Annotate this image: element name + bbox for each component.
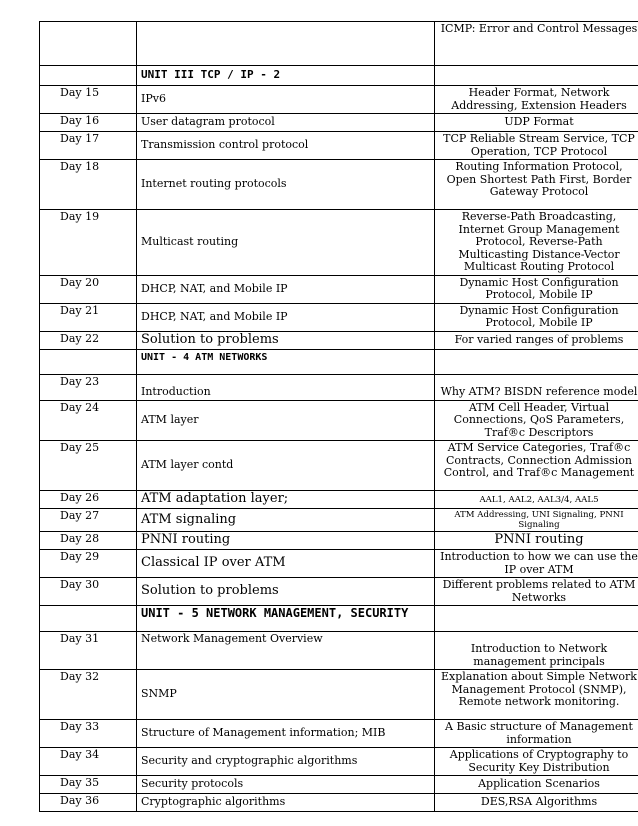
topic-cell: Security protocols (137, 776, 435, 794)
lecture-schedule-table (39, 21, 638, 812)
unit-title (137, 606, 435, 632)
day-cell: Day 20 (40, 275, 137, 303)
detail-cell (435, 606, 638, 632)
topic-cell: Introduction (137, 374, 435, 400)
day-cell: Day 19 (40, 210, 137, 276)
detail-cell: ATM Addressing, UNI Signaling, PNNI Signaling (435, 509, 638, 532)
table-row (40, 210, 638, 276)
table-row (40, 114, 638, 132)
detail-cell: For varied ranges of problems (435, 331, 638, 349)
table-row (40, 491, 638, 509)
topic-cell: Network Management Overview (137, 632, 435, 670)
schedule-page (39, 21, 638, 812)
detail-cell: A Basic structure of Management information (435, 720, 638, 748)
table-row (40, 509, 638, 532)
detail-cell: DES,RSA Algorithms (435, 794, 638, 812)
day-cell: Day 34 (40, 748, 137, 776)
day-cell: Day 15 (40, 86, 137, 114)
table-row (40, 748, 638, 776)
table-row (40, 578, 638, 606)
day-cell (40, 66, 137, 86)
topic-cell: Multicast routing (137, 210, 435, 276)
detail-cell: Introduction to how we can use the IP over ATM (435, 550, 638, 578)
detail-cell: ICMP: Error and Control Messages (435, 22, 638, 66)
unit-header-row (40, 66, 638, 86)
topic-cell: Transmission control protocol (137, 132, 435, 160)
topic-cell (137, 22, 435, 66)
table-row (40, 794, 638, 812)
day-cell: Day 23 (40, 374, 137, 400)
table-row (40, 670, 638, 720)
detail-cell: AAL1, AAL2, AAL3/4, AAL5 (435, 491, 638, 509)
day-cell: Day 28 (40, 532, 137, 550)
table-row (40, 441, 638, 491)
day-cell: Day 33 (40, 720, 137, 748)
detail-cell: Header Format, Network Addressing, Extension Headers (435, 86, 638, 114)
topic-cell: Internet routing protocols (137, 160, 435, 210)
detail-cell: Different problems related to ATM Networks (435, 578, 638, 606)
detail-cell: ATM Service Categories, Traf®c Contracts, Connection Admission Control, and Traf®c Management (435, 441, 638, 491)
detail-cell: Explanation about Simple Network Management Protocol (SNMP), Remote network monitoring. (435, 670, 638, 720)
topic-cell: ATM signaling (137, 509, 435, 532)
table-row (40, 132, 638, 160)
unit-title (137, 66, 435, 86)
detail-cell: Routing Information Protocol, Open Shortest Path First, Border Gateway Protocol (435, 160, 638, 210)
table-row (40, 632, 638, 670)
topic-cell: ATM layer contd (137, 441, 435, 491)
day-cell: Day 17 (40, 132, 137, 160)
day-cell: Day 32 (40, 670, 137, 720)
table-row (40, 160, 638, 210)
topic-cell: Solution to problems (137, 331, 435, 349)
detail-cell: Introduction to Network management principals (435, 632, 638, 670)
day-cell: Day 31 (40, 632, 137, 670)
unit-title (137, 349, 435, 374)
topic-cell: IPv6 (137, 86, 435, 114)
day-cell: Day 18 (40, 160, 137, 210)
topic-cell: PNNI routing (137, 532, 435, 550)
topic-cell: Classical IP over ATM (137, 550, 435, 578)
day-cell (40, 22, 137, 66)
day-cell: Day 36 (40, 794, 137, 812)
day-cell: Day 29 (40, 550, 137, 578)
table-row (40, 776, 638, 794)
topic-cell: Solution to problems (137, 578, 435, 606)
topic-cell: ATM adaptation layer; (137, 491, 435, 509)
table-row (40, 303, 638, 331)
day-cell: Day 25 (40, 441, 137, 491)
table-row (40, 550, 638, 578)
day-cell: Day 26 (40, 491, 137, 509)
unit-header-row (40, 606, 638, 632)
table-row (40, 720, 638, 748)
day-cell: Day 16 (40, 114, 137, 132)
unit-title-text: UNIT - 4 ATM NETWORKS (141, 351, 268, 363)
detail-cell: Why ATM? BISDN reference model (435, 374, 638, 400)
topic-cell: User datagram protocol (137, 114, 435, 132)
table-row (40, 400, 638, 441)
detail-cell: UDP Format (435, 114, 638, 132)
detail-cell: TCP Reliable Stream Service, TCP Operation, TCP Protocol (435, 132, 638, 160)
table-row (40, 86, 638, 114)
unit-title-text: UNIT - 5 NETWORK MANAGEMENT, SECURITY (141, 606, 409, 620)
day-cell: Day 24 (40, 400, 137, 441)
day-cell (40, 349, 137, 374)
table-row (40, 275, 638, 303)
topic-cell: Security and cryptographic algorithms (137, 748, 435, 776)
table-row (40, 22, 638, 66)
topic-cell: DHCP, NAT, and Mobile IP (137, 303, 435, 331)
detail-cell: Dynamic Host Configuration Protocol, Mobile IP (435, 303, 638, 331)
detail-cell: PNNI routing (435, 532, 638, 550)
detail-cell (435, 349, 638, 374)
topic-cell: Cryptographic algorithms (137, 794, 435, 812)
topic-cell: SNMP (137, 670, 435, 720)
detail-cell: Dynamic Host Configuration Protocol, Mobile IP (435, 275, 638, 303)
day-cell: Day 35 (40, 776, 137, 794)
day-cell (40, 606, 137, 632)
table-row (40, 331, 638, 349)
day-cell: Day 30 (40, 578, 137, 606)
unit-title-text: UNIT III TCP / IP - 2 (141, 68, 281, 82)
day-cell: Day 22 (40, 331, 137, 349)
topic-cell: DHCP, NAT, and Mobile IP (137, 275, 435, 303)
table-row (40, 532, 638, 550)
detail-cell (435, 66, 638, 86)
unit-header-row (40, 349, 638, 374)
detail-cell: Reverse-Path Broadcasting, Internet Group Management Protocol, Reverse-Path Multicasting Distance-Vector Multicast Routing Protocol (435, 210, 638, 276)
detail-cell: ATM Cell Header, Virtual Connections, QoS Parameters, Traf®c Descriptors (435, 400, 638, 441)
topic-cell: Structure of Management information; MIB (137, 720, 435, 748)
topic-cell: ATM layer (137, 400, 435, 441)
table-row (40, 374, 638, 400)
detail-cell: Application Scenarios (435, 776, 638, 794)
day-cell: Day 21 (40, 303, 137, 331)
day-cell: Day 27 (40, 509, 137, 532)
detail-cell: Applications of Cryptography to Security Key Distribution (435, 748, 638, 776)
